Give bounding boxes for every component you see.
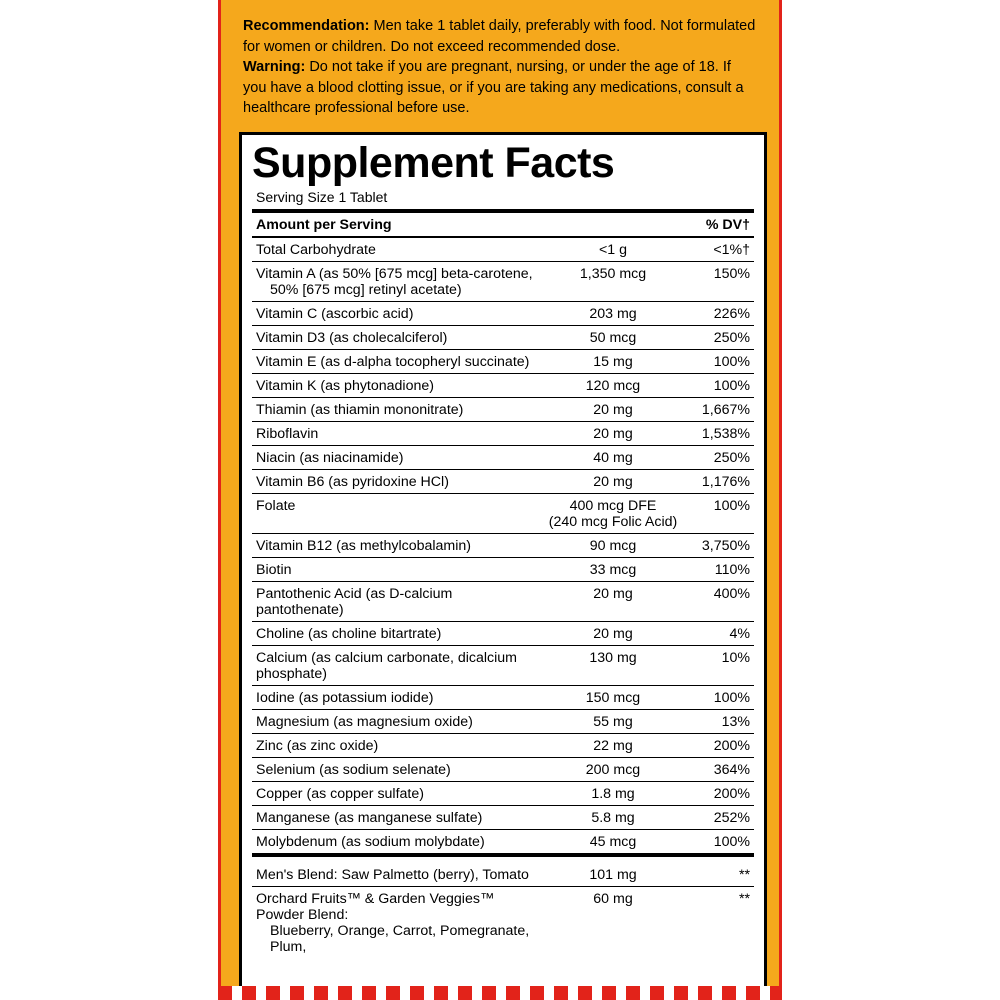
recommendation-label: Recommendation: [243, 18, 370, 34]
table-row [252, 863, 754, 887]
table-row [252, 758, 754, 782]
nutrient-name: Vitamin K (as phytonadione) [252, 374, 548, 398]
nutrient-amount: <1 g [548, 238, 678, 262]
supplement-facts-title: Supplement Facts [252, 139, 615, 187]
nutrient-name: Vitamin C (ascorbic acid) [252, 302, 548, 326]
nutrient-name: Vitamin B6 (as pyridoxine HCl) [252, 470, 548, 494]
blend-amount: 101 mg [548, 863, 678, 887]
nutrient-dv: 400% [678, 582, 754, 622]
table-row [252, 734, 754, 758]
warning-label: Warning: [243, 59, 306, 76]
nutrient-dv: 150% [678, 262, 754, 302]
nutrient-name: Vitamin B12 (as methylcobalamin) [252, 534, 548, 558]
table-row [252, 710, 754, 734]
nutrient-dv: 3,750% [678, 534, 754, 558]
nutrient-dv: 1,538% [678, 422, 754, 446]
nutrient-dv: 250% [678, 446, 754, 470]
nutrient-amount: 20 mg [548, 622, 678, 646]
table-row [252, 686, 754, 710]
nutrient-name: Copper (as copper sulfate) [252, 782, 548, 806]
table-row [252, 350, 754, 374]
nutrient-dv: 252% [678, 806, 754, 830]
recommendation-text: Men take 1 tablet daily, preferably with food. Not formulated for women or children. Do not exceed recommended dose. [243, 18, 756, 55]
nutrient-dv: 226% [678, 302, 754, 326]
nutrient-name: Folate [252, 494, 548, 534]
blend-dv: ** [678, 863, 754, 887]
blend-name [252, 887, 548, 959]
nutrient-amount: 90 mcg [548, 534, 678, 558]
nutrient-dv: 364% [678, 758, 754, 782]
nutrient-name: Vitamin D3 (as cholecalciferol) [252, 326, 548, 350]
recommendation-paragraph [243, 16, 757, 57]
table-row [252, 422, 754, 446]
table-row [252, 558, 754, 582]
nutrient-dv: 10% [678, 646, 754, 686]
nutrient-name: Riboflavin [252, 422, 548, 446]
nutrient-dv: 200% [678, 782, 754, 806]
table-row [252, 302, 754, 326]
nutrient-dv: 100% [713, 834, 750, 851]
nutrition-table-body [252, 213, 754, 958]
header-amount-col [548, 213, 678, 236]
nutrition-table [252, 213, 754, 958]
nutrient-name: Molybdenum (as sodium molybdate) [256, 834, 485, 851]
nutrient-amount: 20 mg [548, 422, 678, 446]
nutrient-amount: 1.8 mg [548, 782, 678, 806]
table-row [252, 534, 754, 558]
table-row [252, 887, 754, 959]
table-row [252, 262, 754, 302]
nutrient-dv: 100% [678, 686, 754, 710]
nutrient-name: Pantothenic Acid (as D-calcium pantothenate) [252, 582, 548, 622]
nutrient-amount [548, 494, 678, 534]
nutrient-name-line2: 50% [675 mcg] retinyl acetate) [270, 282, 462, 299]
nutrient-amount: 203 mg [548, 302, 678, 326]
header-percent-dv: % DV† [705, 217, 750, 234]
nutrient-amount: 20 mg [548, 582, 678, 622]
table-row [252, 374, 754, 398]
nutrient-amount: 5.8 mg [548, 806, 678, 830]
nutrient-name: Magnesium (as magnesium oxide) [252, 710, 548, 734]
nutrient-amount-line2: (240 mcg Folic Acid) [548, 514, 678, 531]
nutrient-amount: 150 mcg [548, 686, 678, 710]
nutrient-name: Niacin (as niacinamide) [252, 446, 548, 470]
nutrient-amount-line1: 400 mcg DFE [569, 498, 657, 515]
nutrient-name: Total Carbohydrate [252, 238, 548, 262]
nutrient-name: Thiamin (as thiamin mononitrate) [252, 398, 548, 422]
nutrient-dv: 1,176% [678, 470, 754, 494]
nutrient-dv: 200% [678, 734, 754, 758]
table-row [252, 494, 754, 534]
table-row [252, 238, 754, 262]
nutrient-dv: 4% [678, 622, 754, 646]
nutrient-name: Choline (as choline bitartrate) [252, 622, 548, 646]
nutrient-name: Manganese (as manganese sulfate) [252, 806, 548, 830]
table-row [252, 582, 754, 622]
table-row [252, 398, 754, 422]
blend-amount: 60 mg [593, 891, 633, 908]
orange-label-panel [218, 0, 782, 1000]
table-row [252, 622, 754, 646]
nutrient-dv: 100% [678, 350, 754, 374]
nutrient-dv: 110% [678, 558, 754, 582]
nutrient-name [252, 262, 548, 302]
blend-dv: ** [738, 891, 750, 908]
table-row [252, 446, 754, 470]
advisory-text-block [231, 10, 769, 123]
table-row [252, 806, 754, 830]
table-row [252, 830, 754, 856]
nutrient-amount: 45 mcg [589, 834, 637, 851]
nutrient-amount: 33 mcg [548, 558, 678, 582]
nutrient-amount: 20 mg [548, 398, 678, 422]
nutrient-amount: 22 mg [548, 734, 678, 758]
nutrient-amount: 50 mcg [548, 326, 678, 350]
nutrient-amount: 200 mcg [548, 758, 678, 782]
nutrient-name: Iodine (as potassium iodide) [252, 686, 548, 710]
nutrient-dv: 250% [678, 326, 754, 350]
nutrient-name: Biotin [252, 558, 548, 582]
warning-text: Do not take if you are pregnant, nursing, or under the age of 18. If you have a blood clotting issue, or if you are taking any medications, consult a healthcare professional before use. [243, 59, 744, 117]
table-row [252, 326, 754, 350]
table-header-row [252, 213, 754, 236]
panel-inner [221, 0, 779, 1000]
nutrient-name: Zinc (as zinc oxide) [252, 734, 548, 758]
nutrient-dv: <1%† [678, 238, 754, 262]
header-amount-per-serving: Amount per Serving [256, 217, 392, 234]
nutrient-dv: 100% [678, 494, 754, 534]
blend-name: Men's Blend: Saw Palmetto (berry), Tomato [252, 863, 548, 887]
blend-name-line2: Blueberry, Orange, Carrot, Pomegranate, Plum, [270, 923, 530, 956]
table-row [252, 782, 754, 806]
nutrient-name-line1: Vitamin A (as 50% [675 mcg] beta-carotene, [256, 266, 533, 283]
tear-strip [218, 986, 782, 1000]
nutrient-amount: 15 mg [548, 350, 678, 374]
nutrient-dv: 100% [678, 374, 754, 398]
nutrient-amount: 55 mg [548, 710, 678, 734]
warning-paragraph [243, 57, 757, 119]
serving-size: Serving Size 1 Tablet [256, 189, 388, 206]
nutrient-dv: 1,667% [678, 398, 754, 422]
blend-name-line1: Orchard Fruits™ & Garden Veggies™ Powder Blend: [256, 891, 495, 924]
supplement-facts-box [239, 132, 767, 997]
nutrient-name: Calcium (as calcium carbonate, dicalcium phosphate) [252, 646, 548, 686]
nutrient-dv: 13% [678, 710, 754, 734]
table-row [252, 470, 754, 494]
nutrient-amount: 40 mg [548, 446, 678, 470]
nutrient-name: Vitamin E (as d-alpha tocopheryl succinate) [252, 350, 548, 374]
table-row [252, 646, 754, 686]
nutrient-amount: 120 mcg [548, 374, 678, 398]
nutrient-name: Selenium (as sodium selenate) [252, 758, 548, 782]
nutrient-amount: 20 mg [548, 470, 678, 494]
nutrient-amount: 130 mg [548, 646, 678, 686]
nutrient-amount: 1,350 mcg [548, 262, 678, 302]
